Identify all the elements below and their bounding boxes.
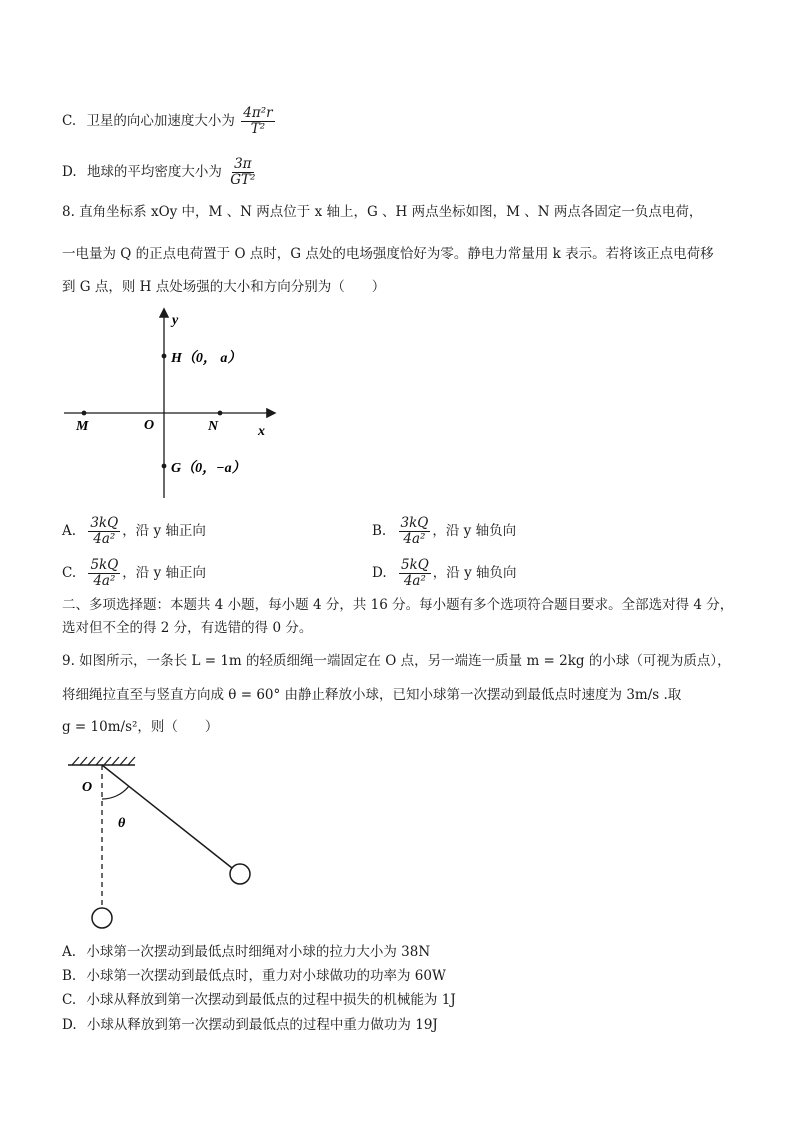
origin-label: O: [144, 418, 155, 433]
section2-heading-line-1: 二、多项选择题：本题共 4 小题，每小题 4 分，共 16 分。每小题有多个选项符合题目要求。全部选对得 4 分，: [62, 597, 734, 613]
q9-stem-line-3: g = 10m/s²，则（ ）: [62, 719, 219, 735]
q8-option-d: [372, 558, 517, 589]
q7-option-d-text: 地球的平均密度大小为: [86, 164, 222, 180]
q8-option-c-denominator: 4a²: [93, 573, 116, 589]
q9-option-b-text: 小球第一次摆动到最低点时，重力对小球做功的功率为 60W: [86, 968, 446, 984]
q7-option-d-fraction: [228, 157, 257, 188]
point-g-dot: [162, 464, 167, 469]
q9-option-b: [62, 966, 446, 986]
point-m-dot: [82, 411, 87, 416]
q8-option-a: [62, 516, 206, 547]
q7-option-c-numerator: 4π²r: [243, 105, 273, 121]
q8-option-a-text: ，沿 y 轴正向: [122, 523, 206, 539]
q8-option-b-denominator: 4a²: [403, 531, 426, 547]
point-h-label: H（0， a）: [171, 351, 242, 366]
q9-option-a: [62, 942, 430, 962]
q9-option-a-label: A.: [62, 944, 77, 960]
q8-option-b-fraction: [399, 516, 431, 547]
q8-coordinate-figure: [60, 300, 290, 505]
q8-option-c: [62, 558, 206, 589]
q8-option-d-text: ，沿 y 轴负向: [432, 565, 517, 581]
ceiling-hatching: [72, 757, 135, 765]
q9-option-c: [62, 990, 456, 1010]
q8-option-a-fraction: [88, 516, 120, 547]
q7-option-c-fraction: [241, 106, 274, 137]
q9-option-b-label: B.: [62, 968, 77, 984]
q9-option-d-label: D.: [62, 1017, 77, 1033]
ball-lowest-position: [92, 908, 112, 928]
q8-option-d-fraction: [399, 558, 431, 589]
q8-option-d-numerator: 5kQ: [400, 557, 429, 573]
point-h-dot: [162, 354, 167, 359]
q8-option-b-label: B.: [372, 523, 387, 539]
q9-option-a-text: 小球第一次摆动到最低点时细绳对小球的拉力大小为 38N: [86, 944, 431, 960]
q8-option-a-denominator: 4a²: [93, 531, 116, 547]
q8-option-c-label: C.: [62, 565, 77, 581]
q8-option-c-numerator: 5kQ: [90, 557, 119, 573]
q8-option-c-text: ，沿 y 轴正向: [122, 565, 206, 581]
point-g-label: G（0，−a）: [171, 461, 246, 476]
q7-option-c-denominator: T²: [250, 121, 266, 137]
pivot-label: O: [82, 780, 93, 795]
q8-stem-line-1: 8. 直角坐标系 xOy 中，M 、N 两点位于 x 轴上，G 、H 两点坐标如图，M 、N 两点各固定一负点电荷，: [62, 204, 703, 220]
q7-option-d: [62, 157, 259, 188]
q8-option-a-label: A.: [62, 523, 77, 539]
q9-option-d: [62, 1015, 438, 1035]
q9-option-c-text: 小球从释放到第一次摆动到最低点的过程中损失的机械能为 1J: [86, 992, 456, 1008]
q7-option-d-denominator: GT²: [230, 172, 256, 188]
ball-released-position: [230, 864, 250, 884]
q8-option-a-numerator: 3kQ: [90, 515, 119, 531]
q9-stem-line-1: 9. 如图所示，一条长 L = 1m 的轻质细绳一端固定在 O 点，另一端连一质量 m = 2kg 的小球（可视为质点），: [62, 653, 731, 669]
q7-option-c-text: 卫星的向心加速度大小为: [86, 113, 235, 129]
point-m-label: M: [76, 419, 89, 434]
q8-option-c-fraction: [88, 558, 120, 589]
x-axis-label: x: [258, 424, 265, 439]
q9-option-c-label: C.: [62, 992, 77, 1008]
q8-option-d-denominator: 4a²: [403, 573, 426, 589]
point-n-label: N: [208, 419, 219, 434]
q9-pendulum-figure: [60, 755, 260, 935]
q9-stem-line-2: 将细绳拉直至与竖直方向成 θ = 60° 由静止释放小球，已知小球第一次摆动到最低点时速度为 3m/s .取: [62, 687, 682, 703]
q7-option-c-label: C.: [62, 113, 77, 129]
point-n-dot: [218, 411, 223, 416]
q7-option-c: [62, 106, 277, 137]
q7-option-d-label: D.: [62, 164, 77, 180]
q8-option-d-label: D.: [372, 565, 387, 581]
angle-label: θ: [118, 816, 126, 831]
section2-heading-line-2: 选对但不全的得 2 分，有选错的得 0 分。: [62, 620, 313, 636]
q8-stem-line-3: 到 G 点，则 H 点处场强的大小和方向分别为（ ）: [62, 279, 386, 295]
y-axis-label: y: [172, 313, 179, 328]
q8-option-b-numerator: 3kQ: [400, 515, 429, 531]
angle-arc: [102, 786, 129, 799]
q8-stem-line-2: 一电量为 Q 的正点电荷置于 O 点时，G 点处的电场强度恰好为零。静电力常量用 k 表示。若将该正点电荷移: [62, 246, 714, 262]
q8-option-b-text: ，沿 y 轴负向: [432, 523, 517, 539]
q7-option-d-numerator: 3π: [234, 156, 252, 172]
q9-option-d-text: 小球从释放到第一次摆动到最低点的过程中重力做功为 19J: [86, 1017, 438, 1033]
q8-option-b: [372, 516, 516, 547]
